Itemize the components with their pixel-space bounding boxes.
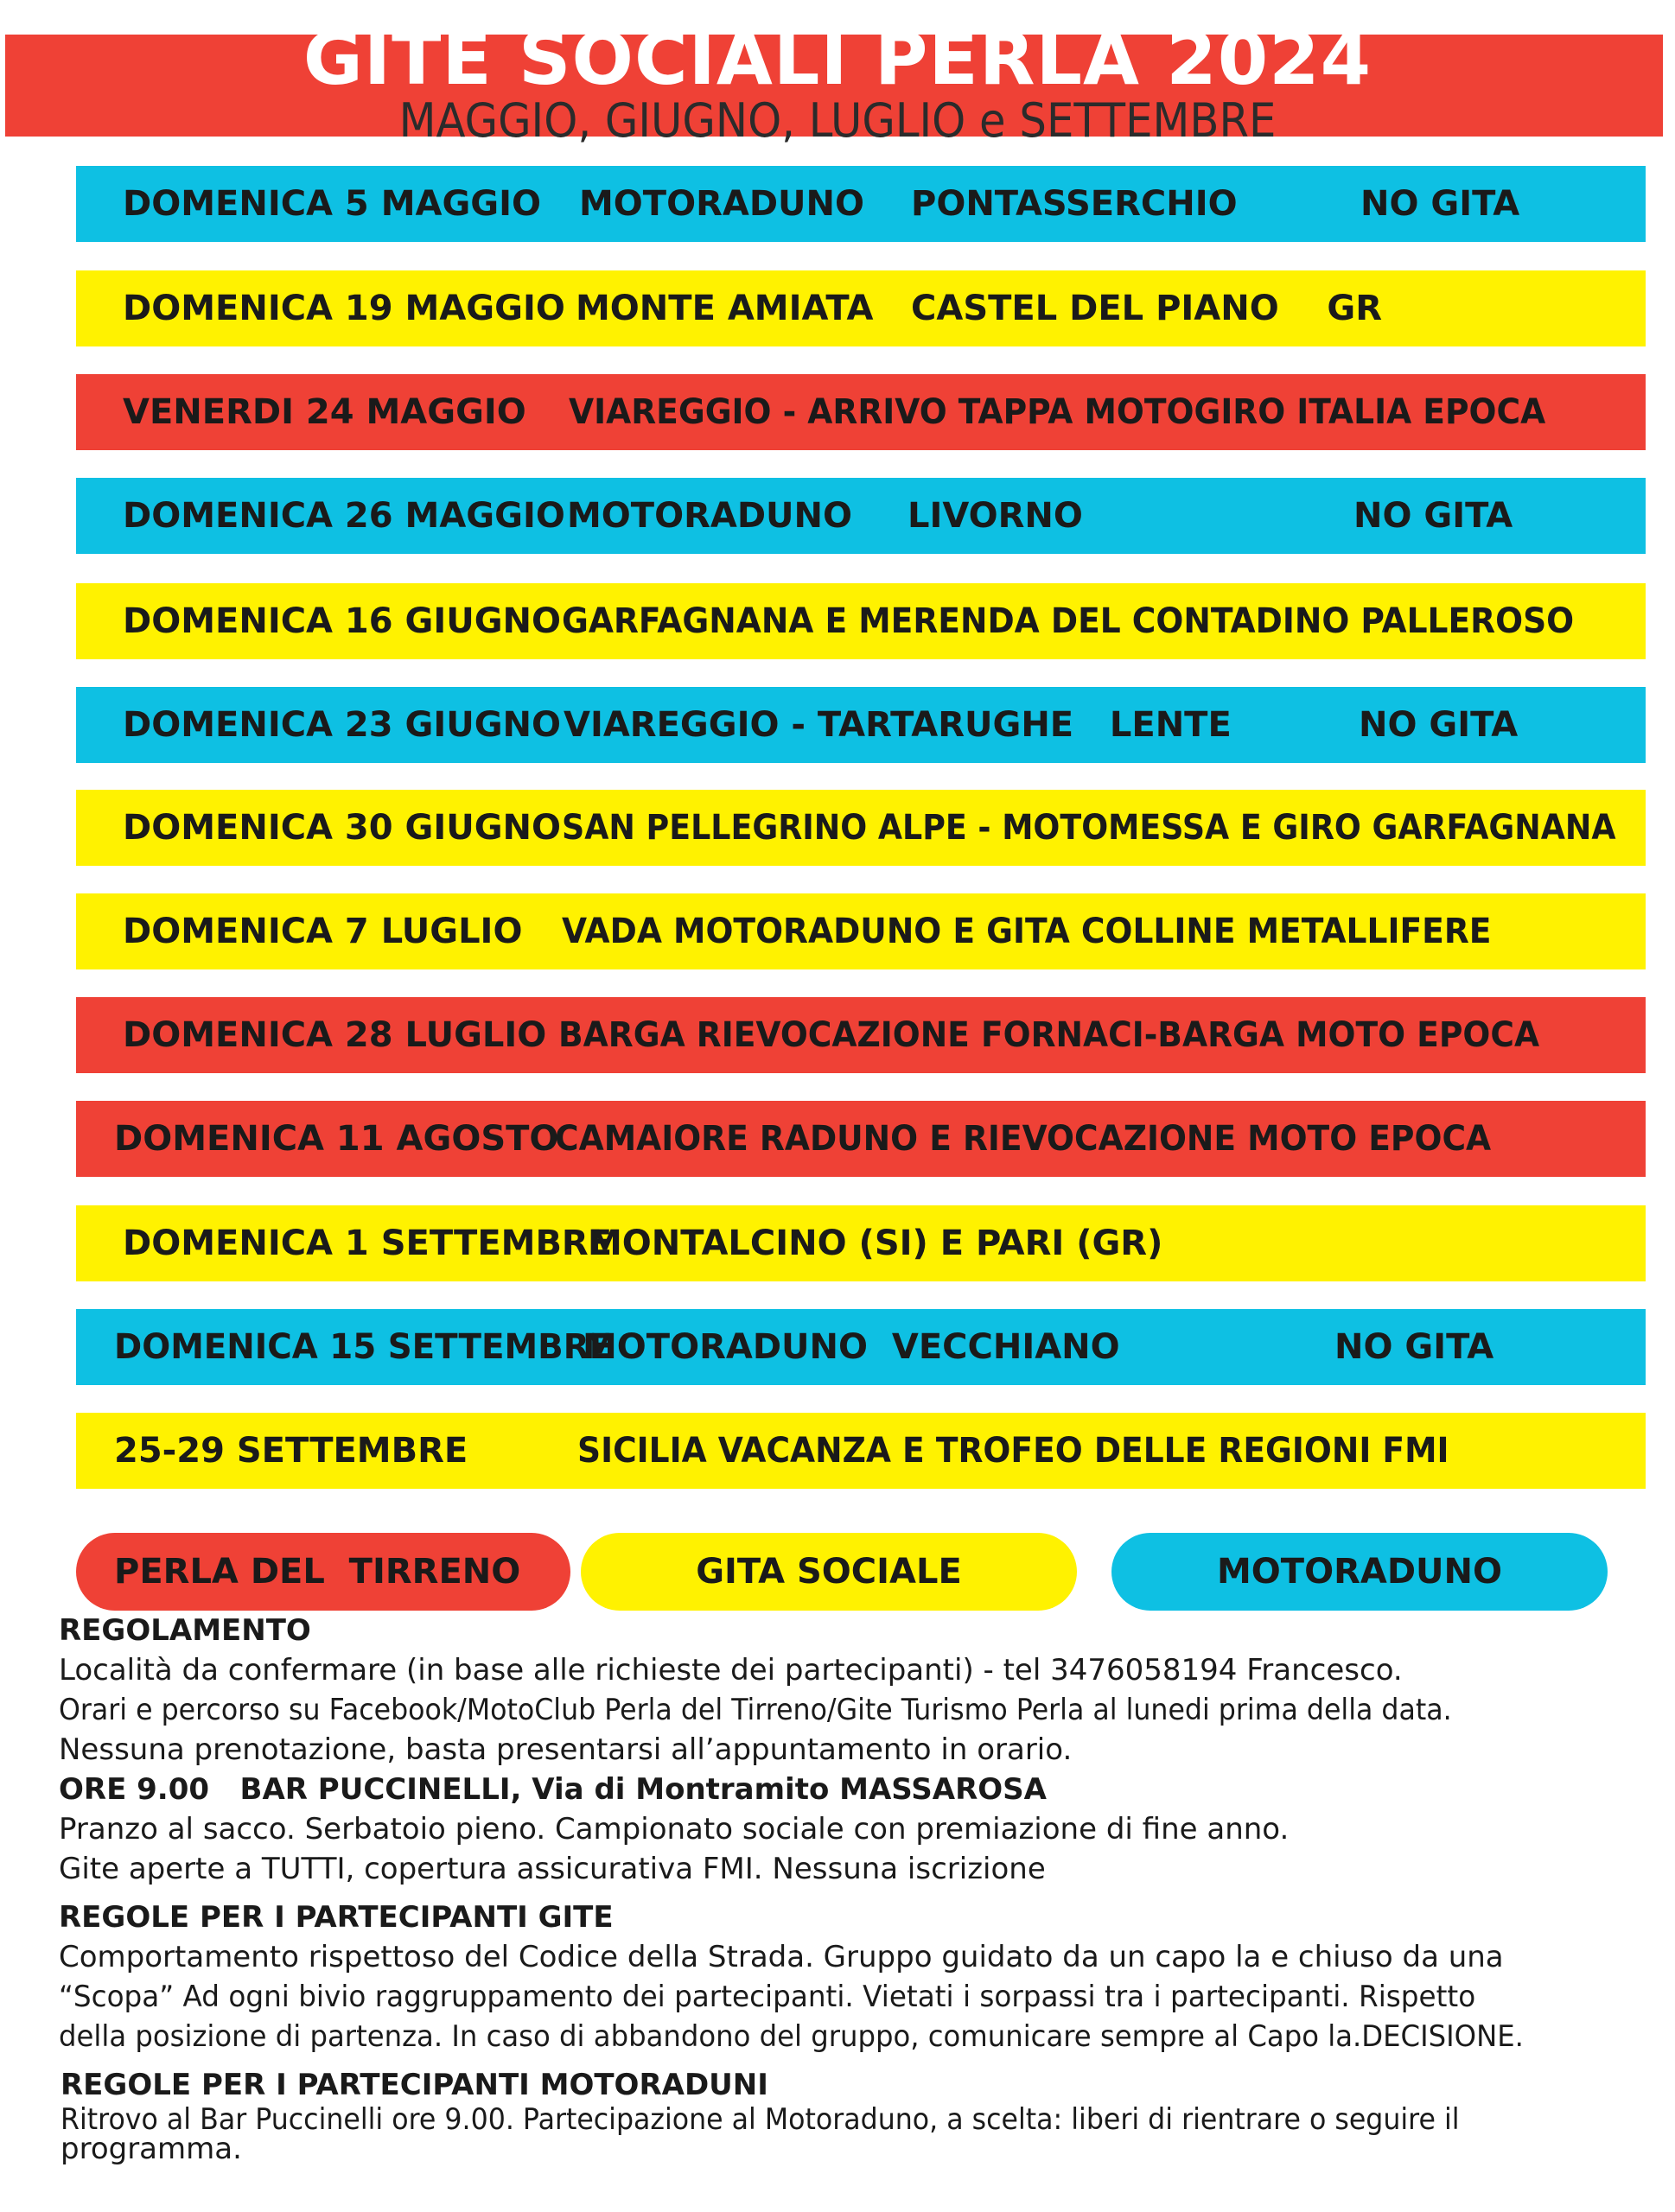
legend-gita-sociale: GITA SOCIALE <box>581 1533 1077 1611</box>
event-note: NO GITA <box>1334 1327 1494 1367</box>
event-title: MONTE AMIATA <box>576 289 874 328</box>
event-title: GARFAGNANA E MERENDA DEL CONTADINO PALLEROSO <box>562 601 1575 641</box>
regolamento-line: Località da confermare (in base alle richieste dei partecipanti) - tel 3476058194 Francesco. <box>59 1653 1403 1688</box>
event-row <box>76 1101 1646 1177</box>
event-row <box>76 790 1646 866</box>
motoraduni-rules-heading: REGOLE PER I PARTECIPANTI MOTORADUNI <box>61 2068 768 2102</box>
motoraduni-rules-line: programma. <box>61 2132 242 2166</box>
event-title: MONTALCINO (SI) E PARI (GR) <box>588 1224 1163 1263</box>
meeting-line: Pranzo al sacco. Serbatoio pieno. Campionato sociale con premiazione di fine anno. <box>59 1812 1290 1847</box>
event-date: DOMENICA 11 AGOSTO <box>114 1119 559 1159</box>
meeting-point: ORE 9.00 BAR PUCCINELLI, Via di Montramito MASSAROSA <box>59 1772 1047 1807</box>
regolamento-line: Orari e percorso su Facebook/MotoClub Perla del Tirreno/Gite Turismo Perla al lunedi prima della data. <box>59 1693 1452 1727</box>
event-title: VADA MOTORADUNO E GITA COLLINE METALLIFERE <box>562 912 1492 951</box>
event-row <box>76 478 1646 554</box>
event-title: VIAREGGIO - TARTARUGHE LENTE <box>564 705 1232 745</box>
event-title: VIAREGGIO - ARRIVO TAPPA MOTOGIRO ITALIA EPOCA <box>569 392 1546 432</box>
gite-rules-line: della posizione di partenza. In caso di abbandono del gruppo, comunicare sempre al Capo la.DECISIONE. <box>59 2019 1524 2054</box>
event-title: SAN PELLEGRINO ALPE - MOTOMESSA E GIRO GARFAGNANA <box>562 808 1616 848</box>
event-row <box>76 583 1646 659</box>
event-date: 25-29 SETTEMBRE <box>114 1431 468 1471</box>
event-row <box>76 166 1646 242</box>
event-row <box>76 1413 1646 1489</box>
event-date: DOMENICA 7 LUGLIO <box>123 912 523 951</box>
event-date: DOMENICA 5 MAGGIO <box>123 184 542 224</box>
event-date: DOMENICA 23 GIUGNO <box>123 705 562 745</box>
regolamento-heading: REGOLAMENTO <box>59 1613 311 1648</box>
gite-rules-heading: REGOLE PER I PARTECIPANTI GITE <box>59 1900 614 1935</box>
page-title: GITE SOCIALI PERLA 2024 <box>303 16 1372 101</box>
gite-rules-line: “Scopa” Ad ogni bivio raggruppamento dei partecipanti. Vietati i sorpassi tra i partecipanti. Rispetto <box>59 1980 1476 2014</box>
event-title: SICILIA VACANZA E TROFEO DELLE REGIONI FMI <box>577 1431 1449 1471</box>
event-title: CAMAIORE RADUNO E RIEVOCAZIONE MOTO EPOCA <box>555 1119 1492 1159</box>
event-row <box>76 997 1646 1073</box>
motoraduni-rules-line: Ritrovo al Bar Puccinelli ore 9.00. Partecipazione al Motoraduno, a scelta: liberi di rientrare o seguire il <box>61 2102 1460 2137</box>
event-title: MOTORADUNO VECCHIANO <box>583 1327 1120 1367</box>
event-note: NO GITA <box>1360 184 1520 224</box>
event-date: DOMENICA 1 SETTEMBRE <box>123 1224 613 1263</box>
event-row <box>76 893 1646 969</box>
event-row <box>76 687 1646 763</box>
event-title: MOTORADUNO <box>567 496 853 536</box>
regolamento-line: Nessuna prenotazione, basta presentarsi all’appuntamento in orario. <box>59 1732 1073 1767</box>
event-place: CASTEL DEL PIANO GR <box>911 289 1383 328</box>
event-date: DOMENICA 26 MAGGIO <box>123 496 565 536</box>
event-date: DOMENICA 19 MAGGIO <box>123 289 565 328</box>
legend-motoraduno: MOTORADUNO <box>1111 1533 1608 1611</box>
event-date: DOMENICA 30 GIUGNO <box>123 808 562 848</box>
event-note: NO GITA <box>1353 496 1513 536</box>
event-place: PONTASSERCHIO <box>911 184 1238 224</box>
event-row <box>76 1205 1646 1281</box>
event-title: BARGA RIEVOCAZIONE FORNACI-BARGA MOTO EPOCA <box>558 1015 1540 1055</box>
event-note: NO GITA <box>1359 705 1519 745</box>
event-row <box>76 270 1646 346</box>
event-date: DOMENICA 15 SETTEMBRE <box>114 1327 613 1367</box>
page-subtitle: MAGGIO, GIUGNO, LUGLIO e SETTEMBRE <box>398 93 1277 148</box>
event-row <box>76 374 1646 450</box>
event-date: DOMENICA 28 LUGLIO <box>123 1015 547 1055</box>
event-place: LIVORNO <box>908 496 1083 536</box>
event-date: VENERDI 24 MAGGIO <box>123 392 526 432</box>
event-row <box>76 1309 1646 1385</box>
gite-rules-line: Comportamento rispettoso del Codice della Strada. Gruppo guidato da un capo la e chiuso da una <box>59 1940 1504 1974</box>
meeting-line: Gite aperte a TUTTI, copertura assicurativa FMI. Nessuna iscrizione <box>59 1852 1046 1886</box>
event-date: DOMENICA 16 GIUGNO <box>123 601 562 641</box>
legend-perla-del-tirreno: PERLA DEL TIRRENO <box>76 1533 570 1611</box>
event-title: MOTORADUNO <box>579 184 865 224</box>
